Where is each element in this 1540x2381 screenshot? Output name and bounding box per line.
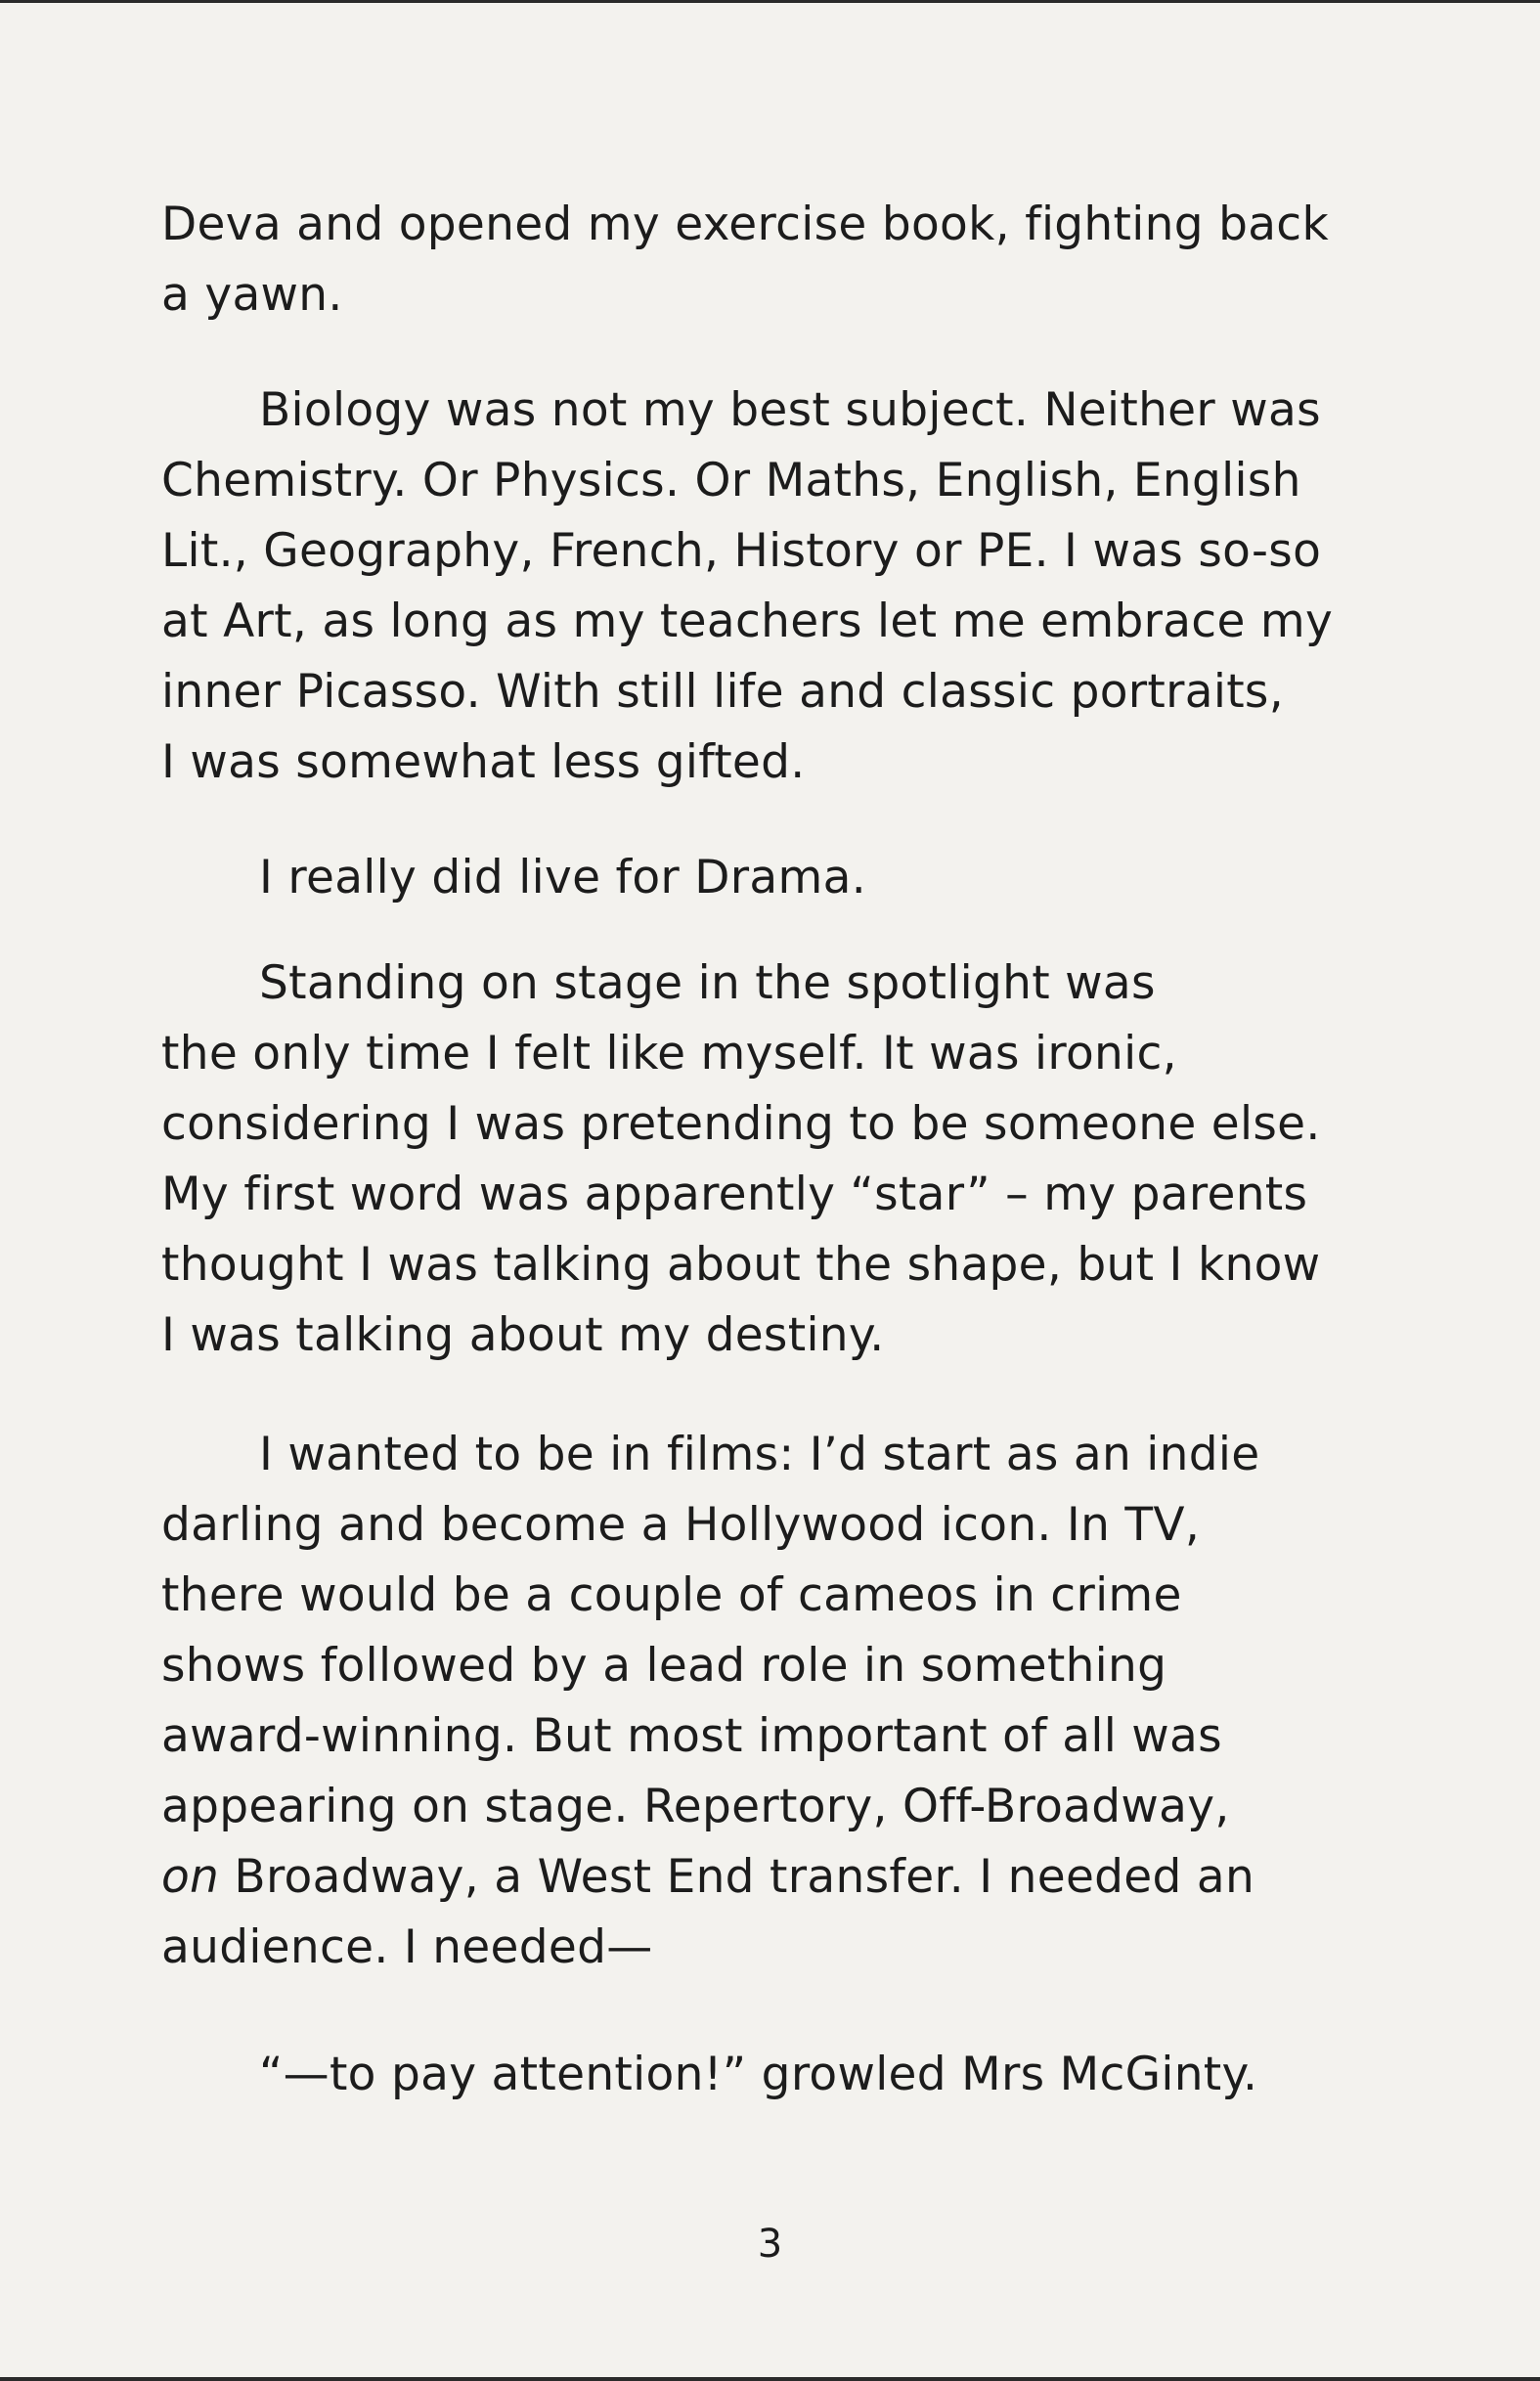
- page-number: 3: [757, 2222, 783, 2267]
- text-line: Biology was not my best subject. Neither was: [259, 383, 1321, 437]
- text-line: I was somewhat less gifted.: [161, 735, 806, 789]
- text-line: a yawn.: [161, 268, 343, 322]
- text-line: considering I was pretending to be someone else.: [161, 1097, 1321, 1151]
- text-line: Lit., Geography, French, History or PE. I was so-so: [161, 524, 1322, 578]
- text-line: I wanted to be in films: I’d start as an indie: [259, 1428, 1260, 1481]
- text-line-with-italic: [161, 1848, 1254, 1907]
- text-line: inner Picasso. With still life and classic portraits,: [161, 665, 1284, 719]
- text-line: shows followed by a lead role in something: [161, 1639, 1167, 1693]
- text-line: the only time I felt like myself. It was ironic,: [161, 1027, 1177, 1080]
- text-line-rest: Broadway, a West End transfer. I needed an: [234, 1850, 1255, 1904]
- text-line: I was talking about my destiny.: [161, 1308, 885, 1362]
- bottom-edge-rule: [0, 2377, 1540, 2381]
- text-line: Standing on stage in the spotlight was: [259, 956, 1156, 1010]
- text-line: there would be a couple of cameos in crime: [161, 1568, 1182, 1622]
- text-line: award-winning. But most important of all was: [161, 1709, 1222, 1763]
- text-line: at Art, as long as my teachers let me embrace my: [161, 595, 1334, 648]
- text-line: audience. I needed—: [161, 1920, 653, 1974]
- text-line: darling and become a Hollywood icon. In TV,: [161, 1498, 1201, 1552]
- text-line: Deva and opened my exercise book, fighting back: [161, 198, 1329, 251]
- text-line: My first word was apparently “star” – my parents: [161, 1168, 1308, 1221]
- text-line: thought I was talking about the shape, but I know: [161, 1238, 1321, 1292]
- italic-emphasis: on: [161, 1850, 220, 1904]
- text-line: I really did live for Drama.: [259, 851, 866, 904]
- text-line: appearing on stage. Repertory, Off-Broadway,: [161, 1780, 1230, 1833]
- text-line: Chemistry. Or Physics. Or Maths, English, English: [161, 454, 1301, 507]
- top-edge-rule: [0, 0, 1540, 3]
- text-line: “—to pay attention!” growled Mrs McGinty.: [259, 2048, 1258, 2101]
